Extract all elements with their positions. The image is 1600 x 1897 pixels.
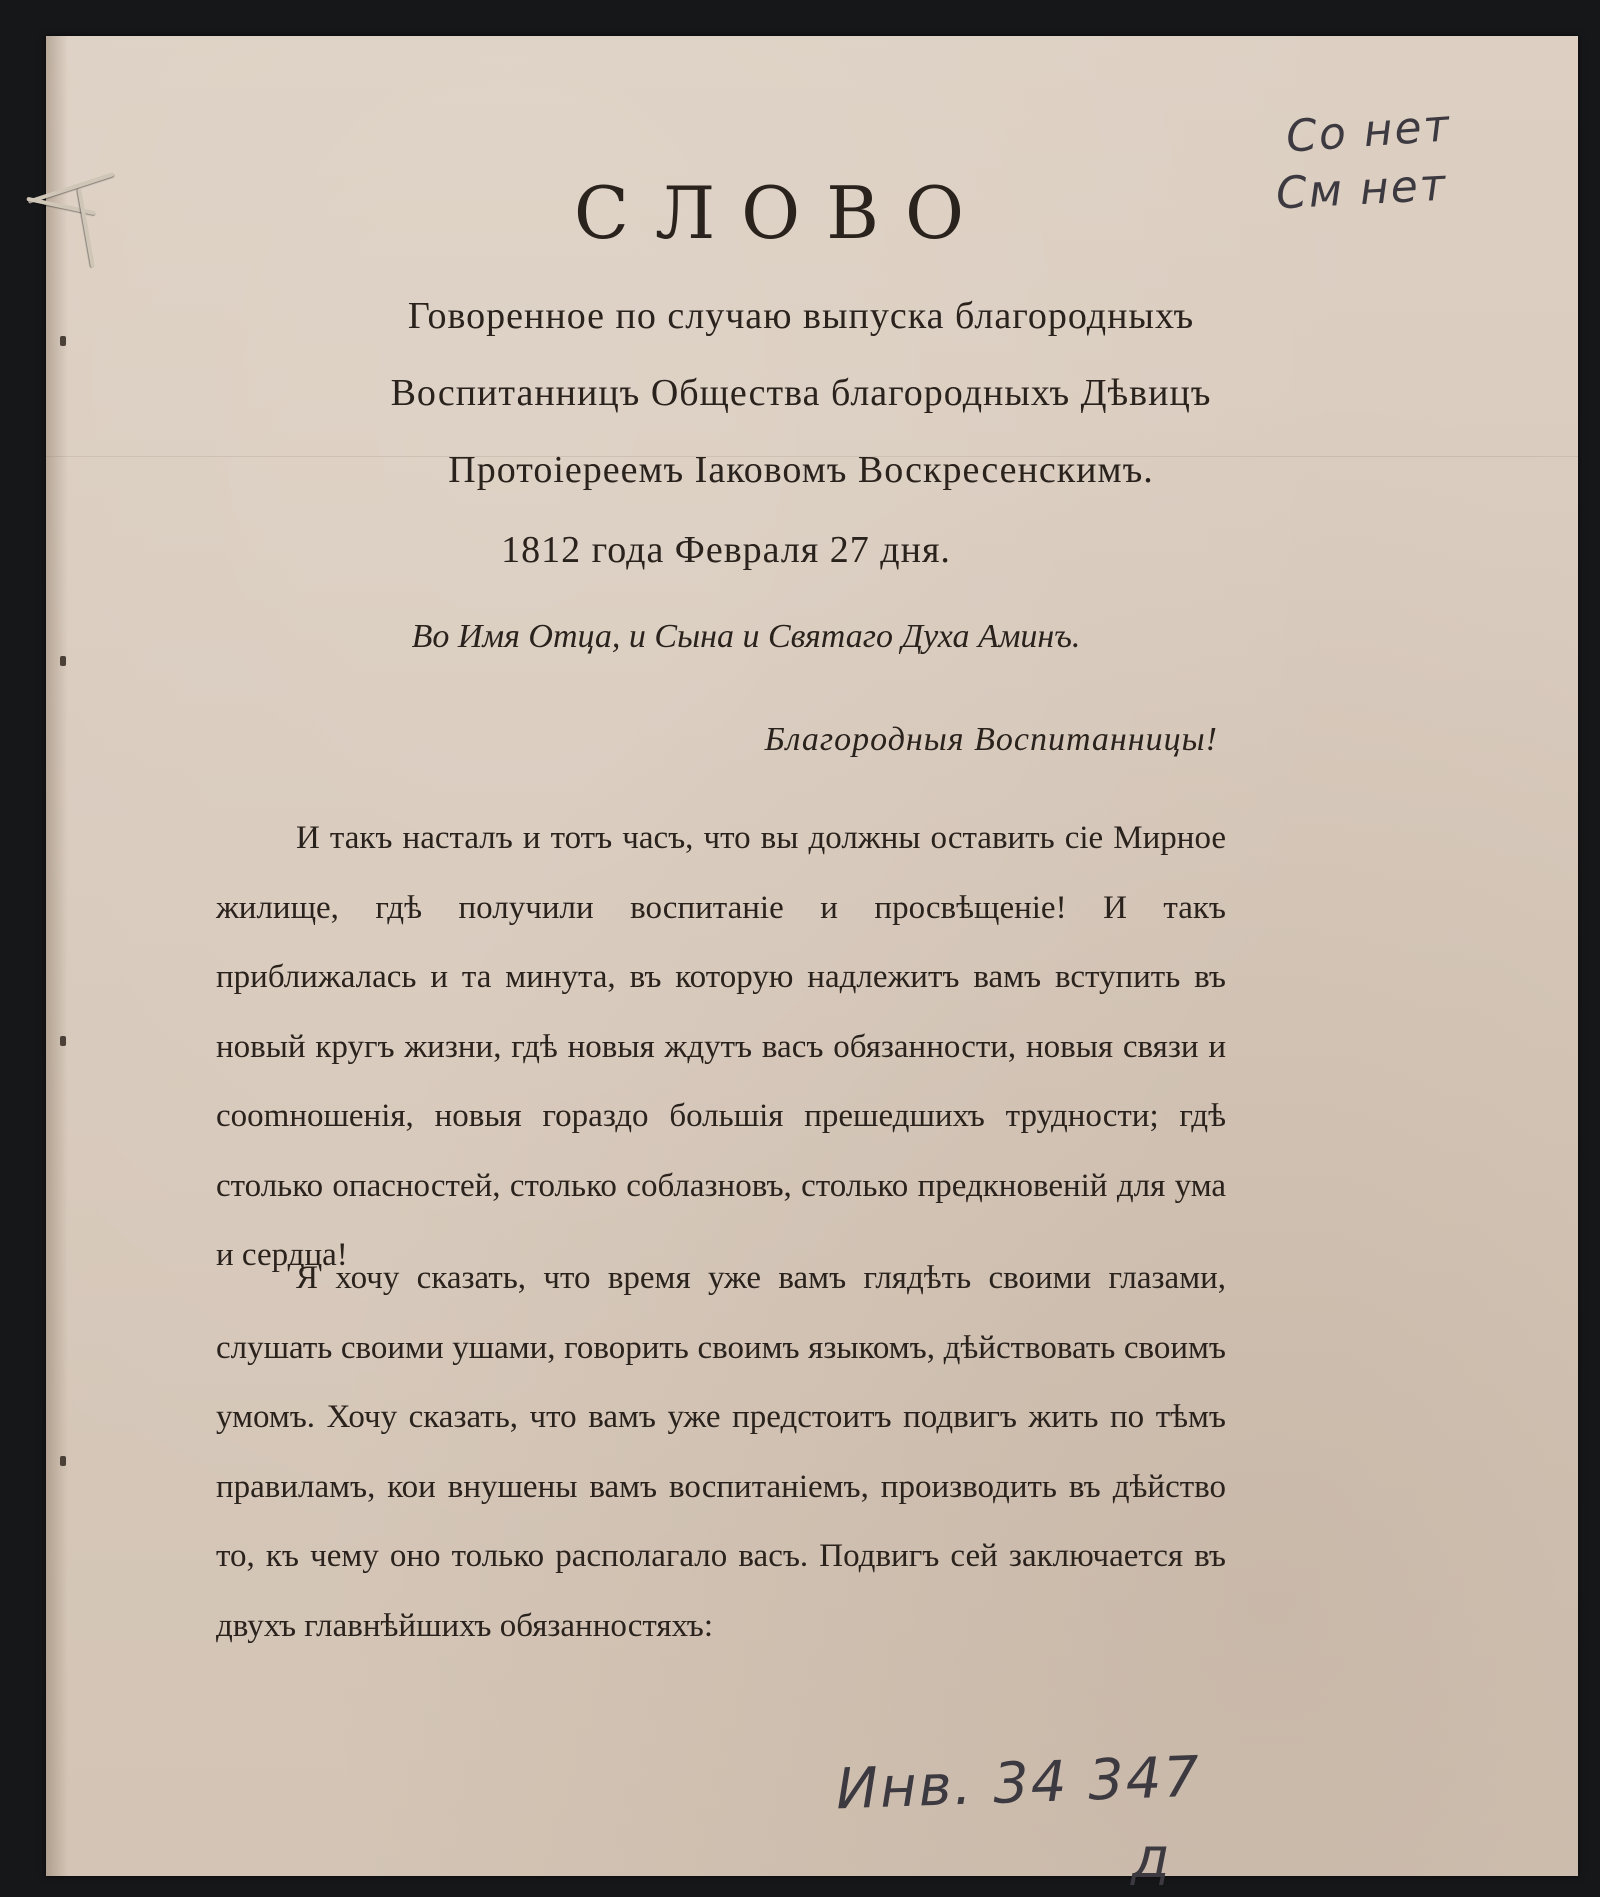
inventory-suffix: д [1131,1826,1172,1891]
subtitle-line: Говоренное по случаю выпуска благородныхъ [407,295,1195,337]
handwritten-note: Со нет [1284,100,1453,163]
subtitle-line: Воспитанницъ Общества благородныхъ Дѣвицъ [390,372,1212,414]
paragraph: И такъ насталъ и тотъ часъ, что вы должны оставить сіе Мирное жилище, гдѣ получили воспитаніе и просвѣщеніе! И такъ приближалась и та минута, въ которую надлежитъ вамъ вступить въ новый кругъ жизни, гдѣ новыя ждутъ васъ обязанности, новыя связи и сооmношенія, новыя гораздо большія прешедшихъ трудности; гдѣ столько опасностей, столько соблазновъ, столько предкновеній для ума и сердца! [216,820,1226,1273]
invocation: Во Имя Отца, и Сына и Святаго Духа Аминъ. [411,618,1081,655]
binding-stitch [60,1456,66,1466]
binding-stitch [60,656,66,666]
handwritten-note: См нет [1274,159,1449,220]
document-title-text: СЛОВО [573,171,991,255]
document-page [46,36,1578,1891]
paragraph: Я хочу сказать, что время уже вамъ глядѣть своими глазами, слушать своими ушами, говорить своимъ языкомъ, дѣйствовать своимъ умомъ. Хочу сказать, что вамъ уже предстоитъ подвигъ жить по тѣмъ правиламъ, кои внушены вамъ воспитаніемъ, производить въ дѣйство то, къ чему оно только располагало васъ. Подвигъ сей заключается въ двухъ главнѣйшихъ обязанностяхъ: [216,1260,1226,1644]
inventory-number: Инв. 34 347 [834,1744,1203,1823]
document-title [46,171,1578,255]
salutation: Благородныя Воспитанницы! [764,721,1218,758]
subtitle-line: Протоіереемъ Іаковомъ Воскресенскимъ. [448,449,1154,491]
binding-stitch [60,336,66,346]
date-line: 1812 года Февраля 27 дня. [501,529,951,571]
binding-stitch [60,1036,66,1046]
